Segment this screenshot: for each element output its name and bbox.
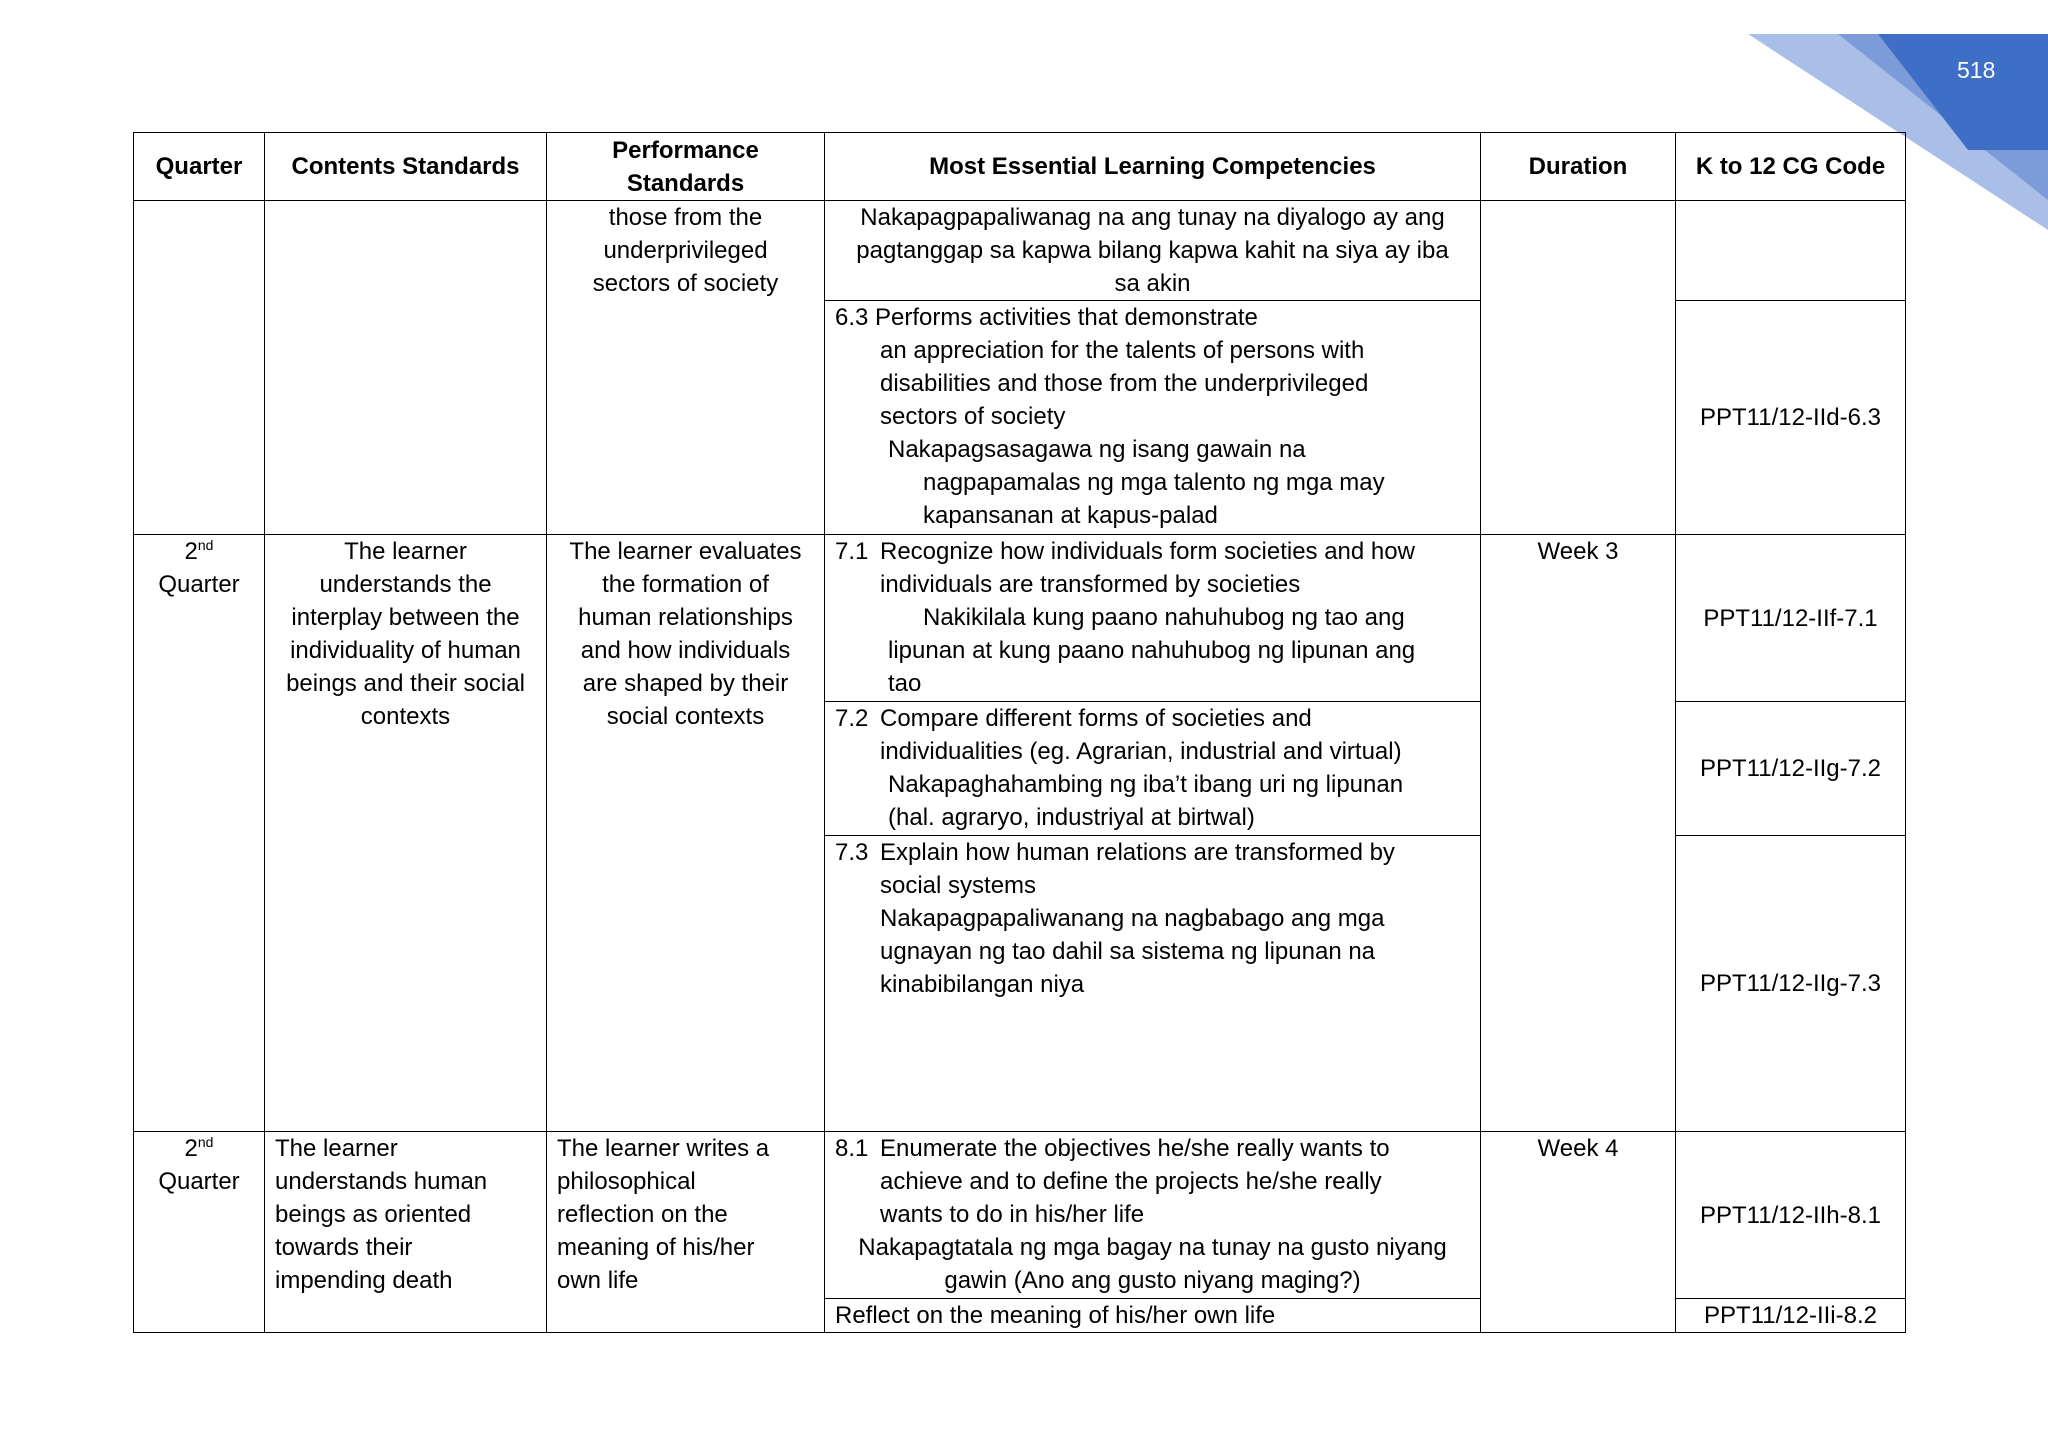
- melc-line: Nakapagpapaliwanag na ang tunay na diyalogo ay ang: [860, 204, 1445, 231]
- melc-line: pagtanggap sa kapwa bilang kapwa kahit na siya ay iba: [856, 237, 1449, 264]
- code-cell: PPT11/12-IIg-7.2: [1676, 702, 1906, 836]
- performance-line: The learner writes a: [557, 1135, 770, 1162]
- contents-line: beings and their social: [286, 670, 525, 697]
- melc-cell: [825, 1132, 1481, 1299]
- quarter-label: Quarter: [158, 1168, 240, 1195]
- header-performance-standards: [547, 133, 825, 201]
- melc-cell: [825, 201, 1481, 301]
- table-row: [134, 1132, 1906, 1299]
- melc-line: 7.1 Recognize how individuals form societies and how: [835, 538, 1415, 565]
- performance-line: human relationships: [578, 604, 793, 631]
- melc-line: gawin (Ano ang gusto niyang maging?): [944, 1267, 1361, 1294]
- header-cg-code: K to 12 CG Code: [1676, 133, 1906, 201]
- contents-cell: [265, 1132, 547, 1333]
- melc-cell: [825, 301, 1481, 535]
- performance-cell: [547, 1132, 825, 1333]
- performance-line: meaning of his/her: [557, 1234, 755, 1261]
- melc-line: sectors of society: [880, 403, 1066, 430]
- table-row: [134, 535, 1906, 702]
- performance-line: those from the: [608, 204, 763, 231]
- performance-line: underprivileged: [603, 237, 768, 264]
- contents-line: contexts: [360, 703, 451, 730]
- code-cell: PPT11/12-IIf-7.1: [1676, 535, 1906, 702]
- melc-line: (hal. agraryo, industriyal at birtwal): [888, 804, 1255, 831]
- performance-line: the formation of: [602, 571, 769, 598]
- melc-line: disabilities and those from the underprivileged: [880, 370, 1369, 397]
- code-cell: [1676, 201, 1906, 301]
- performance-line: sectors of society: [592, 270, 779, 297]
- melc-line: 7.3 Explain how human relations are transformed by: [835, 839, 1395, 866]
- contents-line: understands human: [275, 1168, 488, 1195]
- contents-line: individuality of human: [290, 637, 521, 664]
- melc-line: nagpapamalas ng mga talento ng mga may: [923, 469, 1385, 496]
- contents-line: The learner: [344, 538, 467, 565]
- quarter-ordinal: 2nd: [184, 1134, 214, 1162]
- duration-cell: [1481, 201, 1676, 535]
- header-performance-line: Standards: [626, 169, 745, 197]
- code-cell: PPT11/12-IIi-8.2: [1676, 1299, 1906, 1333]
- header-contents-standards: Contents Standards: [265, 133, 547, 201]
- melc-line: individuals are transformed by societies: [880, 571, 1301, 598]
- header-row: [134, 133, 1906, 201]
- header-performance-line: Performance: [612, 136, 759, 164]
- contents-line: interplay between the: [291, 604, 520, 631]
- melc-line: tao: [888, 670, 922, 697]
- code-cell: PPT11/12-IIg-7.3: [1676, 836, 1906, 1132]
- table-row: [134, 201, 1906, 301]
- performance-line: reflection on the: [557, 1201, 728, 1228]
- code-cell: PPT11/12-IIh-8.1: [1676, 1132, 1906, 1299]
- header-melc: Most Essential Learning Competencies: [825, 133, 1481, 201]
- performance-cell: [547, 201, 825, 535]
- contents-cell: [265, 535, 547, 1132]
- melc-line: Nakapagtatala ng mga bagay na tunay na gusto niyang: [858, 1234, 1447, 1261]
- melc-line: 6.3 Performs activities that demonstrate: [835, 304, 1258, 331]
- melc-line: kapansanan at kapus-palad: [923, 502, 1218, 529]
- contents-line: beings as oriented: [275, 1201, 472, 1228]
- melc-cell: Reflect on the meaning of his/her own life: [825, 1299, 1481, 1333]
- page-number: 518: [1957, 57, 1996, 83]
- melc-table: [133, 132, 1906, 1333]
- code-cell: PPT11/12-IId-6.3: [1676, 301, 1906, 535]
- melc-line: 8.1 Enumerate the objectives he/she really wants to: [835, 1135, 1390, 1162]
- melc-line: Nakikilala kung paano nahuhubog ng tao ang: [923, 604, 1405, 631]
- melc-line: social systems: [880, 872, 1037, 899]
- header-quarter: Quarter: [134, 133, 265, 201]
- duration-cell: Week 3: [1481, 535, 1676, 1132]
- melc-cell: [825, 535, 1481, 702]
- performance-line: and how individuals: [580, 637, 791, 664]
- melc-line: ugnayan ng tao dahil sa sistema ng lipunan na: [880, 938, 1376, 965]
- melc-line: achieve and to define the projects he/she really: [880, 1168, 1382, 1195]
- performance-cell: [547, 535, 825, 1132]
- performance-line: The learner evaluates: [569, 538, 802, 565]
- quarter-label: Quarter: [158, 571, 240, 598]
- performance-line: philosophical: [557, 1168, 696, 1195]
- quarter-ordinal: 2nd: [184, 537, 214, 565]
- quarter-cell: [134, 535, 265, 1132]
- contents-line: The learner: [275, 1135, 398, 1162]
- melc-line: individualities (eg. Agrarian, industrial and virtual): [880, 738, 1402, 765]
- contents-line: understands the: [319, 571, 492, 598]
- melc-line: sa akin: [1114, 270, 1191, 297]
- quarter-cell: [134, 201, 265, 535]
- melc-line: Nakapagpapaliwanang na nagbabago ang mga: [880, 905, 1385, 932]
- melc-cell: [825, 702, 1481, 836]
- quarter-cell: [134, 1132, 265, 1333]
- duration-cell: Week 4: [1481, 1132, 1676, 1333]
- melc-line: Nakapaghahambing ng iba’t ibang uri ng lipunan: [888, 771, 1404, 798]
- melc-line: lipunan at kung paano nahuhubog ng lipunan ang: [888, 637, 1416, 664]
- performance-line: are shaped by their: [582, 670, 789, 697]
- performance-line: social contexts: [606, 703, 765, 730]
- melc-line: wants to do in his/her life: [880, 1201, 1145, 1228]
- contents-line: towards their: [275, 1234, 413, 1261]
- melc-line: kinabibilangan niya: [880, 971, 1085, 998]
- performance-line: own life: [557, 1267, 639, 1294]
- melc-line: Nakapagsasagawa ng isang gawain na: [888, 436, 1306, 463]
- melc-line: 7.2 Compare different forms of societies and: [835, 705, 1312, 732]
- melc-line: an appreciation for the talents of persons with: [880, 337, 1365, 364]
- melc-cell: [825, 836, 1481, 1132]
- contents-cell: [265, 201, 547, 535]
- contents-line: impending death: [275, 1267, 453, 1294]
- header-duration: Duration: [1481, 133, 1676, 201]
